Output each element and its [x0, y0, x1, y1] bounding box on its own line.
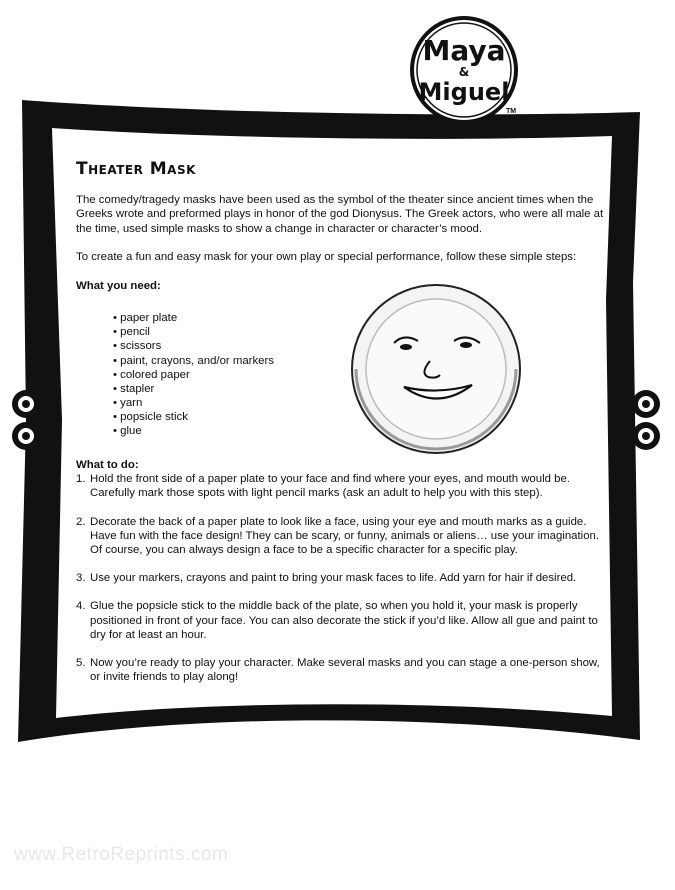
step-item	[76, 571, 606, 585]
svg-text:Miguel: Miguel	[418, 78, 510, 106]
list-item: • stapler	[113, 382, 606, 396]
step-item	[76, 472, 606, 500]
list-item: • pencil	[113, 325, 606, 339]
list-item: • glue	[113, 424, 606, 438]
page-title: Theater Mask	[76, 159, 196, 179]
step-number: 5.	[76, 657, 86, 670]
list-item: • yarn	[113, 396, 606, 410]
step-text: Glue the popsicle stick to the middle back of the plate, so when you hold it, your mask is properly positioned in front of your face. You can also decorate the stick if you’d like. Allow all gue and paint to dry for at least an hour.	[90, 600, 598, 641]
todo-heading: What to do:	[76, 459, 139, 472]
step-item	[76, 656, 606, 684]
intro-paragraph: The comedy/tragedy masks have been used as the symbol of the theater since ancient times when the Greeks wrote and preformed plays in honor of the god Dionysus. The Greek actors, who were all male at the time, used simple masks to show a change in character or character’s mood.	[76, 194, 604, 235]
step-text: Decorate the back of a paper plate to look like a face, using your eye and mouth marks as a guide. Have fun with the face design! They can be scary, or funny, animals or aliens… use your imagination. Of course, you can always design a face to be a specific character for a specific play.	[90, 515, 600, 557]
svg-text:&: &	[458, 65, 470, 79]
right-swirl-ornament	[632, 390, 660, 450]
step-number: 4.	[76, 600, 86, 613]
watermark-text: www.RetroReprints.com	[14, 844, 229, 865]
step-number: 2.	[76, 515, 86, 528]
activity-sheet	[76, 159, 606, 699]
needs-list	[113, 311, 606, 438]
step-number: 3.	[76, 572, 86, 585]
step-text: Hold the front side of a paper plate to your face and find where your eyes, and mouth would be. Carefully mark those spots with light pencil marks (ask an adult to help you with this step).	[90, 473, 570, 500]
step-number: 1.	[76, 473, 86, 486]
list-item: • paper plate	[113, 311, 606, 325]
maya-miguel-logo	[406, 16, 522, 124]
step-text: Now you’re ready to play your character. Make several masks and you can stage a one-person show, or invite friends to play along!	[90, 657, 600, 684]
list-item: • popsicle stick	[113, 410, 606, 424]
trademark-mark: TM	[506, 108, 517, 115]
step-item	[76, 599, 606, 642]
list-item: • colored paper	[113, 368, 606, 382]
list-item: • paint, crayons, and/or markers	[113, 354, 606, 368]
step-item	[76, 515, 606, 558]
svg-text:Maya: Maya	[422, 34, 506, 67]
step-text: Use your markers, crayons and paint to bring your mask faces to life. Add yarn for hair if desired.	[90, 572, 577, 585]
list-item: • scissors	[113, 339, 606, 353]
needs-heading: What you need:	[76, 280, 161, 293]
lead-paragraph: To create a fun and easy mask for your own play or special performance, follow these simple steps:	[76, 250, 577, 263]
steps-list	[76, 472, 606, 684]
